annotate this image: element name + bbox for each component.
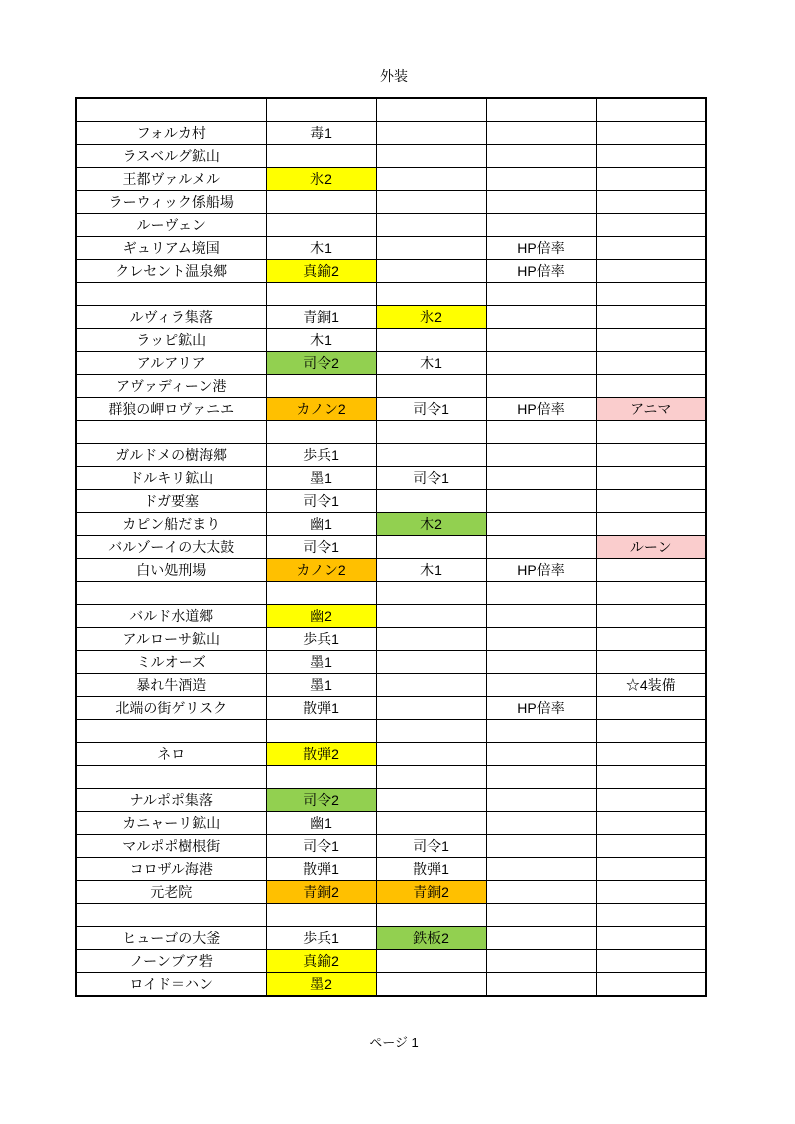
value-cell bbox=[376, 973, 486, 997]
value-cell bbox=[376, 329, 486, 352]
value-cell bbox=[486, 605, 596, 628]
location-cell bbox=[76, 421, 266, 444]
value-cell bbox=[486, 858, 596, 881]
value-cell: 青銅2 bbox=[266, 881, 376, 904]
table-body bbox=[76, 98, 706, 996]
value-cell bbox=[486, 720, 596, 743]
value-cell bbox=[486, 444, 596, 467]
table-row bbox=[76, 283, 706, 306]
value-cell bbox=[376, 98, 486, 122]
table-row bbox=[76, 214, 706, 237]
value-cell bbox=[376, 950, 486, 973]
value-cell bbox=[486, 467, 596, 490]
value-cell: 木1 bbox=[266, 237, 376, 260]
value-cell bbox=[376, 812, 486, 835]
table-row bbox=[76, 421, 706, 444]
location-cell: ナルポポ集落 bbox=[76, 789, 266, 812]
location-cell: カピン船だまり bbox=[76, 513, 266, 536]
table-row bbox=[76, 168, 706, 191]
value-cell: 司令1 bbox=[266, 835, 376, 858]
value-cell bbox=[486, 98, 596, 122]
value-cell bbox=[486, 743, 596, 766]
location-cell: アルローサ鉱山 bbox=[76, 628, 266, 651]
value-cell bbox=[596, 191, 706, 214]
table-row bbox=[76, 398, 706, 421]
value-cell bbox=[266, 98, 376, 122]
value-cell: ☆4装備 bbox=[596, 674, 706, 697]
value-cell bbox=[486, 306, 596, 329]
value-cell bbox=[596, 812, 706, 835]
table-row bbox=[76, 950, 706, 973]
value-cell bbox=[266, 191, 376, 214]
table-row bbox=[76, 490, 706, 513]
value-cell: HP倍率 bbox=[486, 237, 596, 260]
value-cell bbox=[486, 145, 596, 168]
value-cell bbox=[376, 375, 486, 398]
location-cell bbox=[76, 582, 266, 605]
table-row bbox=[76, 260, 706, 283]
value-cell: 幽1 bbox=[266, 812, 376, 835]
table-row bbox=[76, 559, 706, 582]
value-cell bbox=[596, 260, 706, 283]
value-cell: 毒1 bbox=[266, 122, 376, 145]
value-cell: アニマ bbox=[596, 398, 706, 421]
table-row bbox=[76, 651, 706, 674]
table-row bbox=[76, 674, 706, 697]
location-cell bbox=[76, 720, 266, 743]
value-cell bbox=[376, 582, 486, 605]
value-cell bbox=[596, 375, 706, 398]
location-cell bbox=[76, 904, 266, 927]
table-row bbox=[76, 191, 706, 214]
value-cell bbox=[376, 789, 486, 812]
value-cell bbox=[596, 122, 706, 145]
value-cell: 墨1 bbox=[266, 467, 376, 490]
table-row bbox=[76, 973, 706, 997]
value-cell: 木2 bbox=[376, 513, 486, 536]
value-cell bbox=[376, 444, 486, 467]
location-cell: ラスベルグ鉱山 bbox=[76, 145, 266, 168]
table-row bbox=[76, 812, 706, 835]
value-cell bbox=[596, 168, 706, 191]
value-cell bbox=[266, 582, 376, 605]
value-cell bbox=[596, 766, 706, 789]
table-row bbox=[76, 329, 706, 352]
value-cell bbox=[596, 444, 706, 467]
value-cell bbox=[376, 168, 486, 191]
value-cell: 木1 bbox=[266, 329, 376, 352]
value-cell: 歩兵1 bbox=[266, 927, 376, 950]
location-cell: クレセント温泉郷 bbox=[76, 260, 266, 283]
table-row bbox=[76, 720, 706, 743]
value-cell bbox=[486, 881, 596, 904]
value-cell bbox=[596, 789, 706, 812]
value-cell bbox=[596, 352, 706, 375]
value-cell bbox=[596, 237, 706, 260]
value-cell: 墨2 bbox=[266, 973, 376, 997]
value-cell bbox=[486, 536, 596, 559]
value-cell: 鉄板2 bbox=[376, 927, 486, 950]
table-row bbox=[76, 582, 706, 605]
value-cell: 司令2 bbox=[266, 789, 376, 812]
value-cell: 青銅1 bbox=[266, 306, 376, 329]
table-row bbox=[76, 375, 706, 398]
value-cell: 散弾1 bbox=[266, 697, 376, 720]
value-cell bbox=[266, 904, 376, 927]
value-cell bbox=[376, 214, 486, 237]
value-cell bbox=[596, 858, 706, 881]
location-cell: フォルカ村 bbox=[76, 122, 266, 145]
value-cell bbox=[486, 789, 596, 812]
value-cell: ルーン bbox=[596, 536, 706, 559]
value-cell bbox=[486, 214, 596, 237]
location-cell: バルド水道郷 bbox=[76, 605, 266, 628]
location-cell: 北端の街ゲリスク bbox=[76, 697, 266, 720]
value-cell bbox=[596, 513, 706, 536]
value-cell bbox=[486, 490, 596, 513]
value-cell bbox=[376, 651, 486, 674]
value-cell bbox=[376, 191, 486, 214]
table-row bbox=[76, 237, 706, 260]
location-cell bbox=[76, 283, 266, 306]
value-cell: 歩兵1 bbox=[266, 444, 376, 467]
table-row bbox=[76, 743, 706, 766]
location-cell bbox=[76, 766, 266, 789]
value-cell: HP倍率 bbox=[486, 398, 596, 421]
value-cell: 青銅2 bbox=[376, 881, 486, 904]
table-row bbox=[76, 306, 706, 329]
value-cell bbox=[596, 98, 706, 122]
value-cell: 真鍮2 bbox=[266, 950, 376, 973]
value-cell bbox=[266, 375, 376, 398]
value-cell bbox=[486, 835, 596, 858]
value-cell bbox=[486, 352, 596, 375]
value-cell: 司令1 bbox=[376, 398, 486, 421]
value-cell bbox=[376, 421, 486, 444]
table-row bbox=[76, 605, 706, 628]
value-cell bbox=[486, 904, 596, 927]
table-row bbox=[76, 835, 706, 858]
location-cell: ラッピ鉱山 bbox=[76, 329, 266, 352]
location-cell: ルーヴェン bbox=[76, 214, 266, 237]
value-cell bbox=[596, 467, 706, 490]
value-cell: 司令1 bbox=[376, 467, 486, 490]
value-cell bbox=[486, 283, 596, 306]
table-row bbox=[76, 536, 706, 559]
value-cell bbox=[596, 490, 706, 513]
value-cell bbox=[486, 421, 596, 444]
location-cell: マルポポ樹根街 bbox=[76, 835, 266, 858]
value-cell bbox=[486, 927, 596, 950]
value-cell bbox=[596, 973, 706, 997]
value-cell bbox=[486, 191, 596, 214]
value-cell bbox=[266, 214, 376, 237]
value-cell bbox=[596, 651, 706, 674]
value-cell: 散弾1 bbox=[376, 858, 486, 881]
value-cell bbox=[266, 283, 376, 306]
value-cell bbox=[596, 904, 706, 927]
value-cell bbox=[266, 145, 376, 168]
value-cell bbox=[486, 582, 596, 605]
table-row bbox=[76, 467, 706, 490]
value-cell bbox=[376, 283, 486, 306]
table-row bbox=[76, 444, 706, 467]
spreadsheet-table bbox=[75, 97, 707, 997]
table-row bbox=[76, 904, 706, 927]
value-cell bbox=[596, 720, 706, 743]
location-cell: ギュリアム境国 bbox=[76, 237, 266, 260]
value-cell: 氷2 bbox=[266, 168, 376, 191]
value-cell: HP倍率 bbox=[486, 260, 596, 283]
table-row bbox=[76, 98, 706, 122]
page-footer: ページ 1 bbox=[369, 1035, 419, 1050]
location-cell: ネロ bbox=[76, 743, 266, 766]
value-cell bbox=[376, 260, 486, 283]
value-cell: 司令1 bbox=[266, 536, 376, 559]
value-cell bbox=[596, 835, 706, 858]
value-cell bbox=[486, 122, 596, 145]
value-cell: 氷2 bbox=[376, 306, 486, 329]
location-cell: ドルキリ鉱山 bbox=[76, 467, 266, 490]
value-cell bbox=[376, 720, 486, 743]
location-cell: 白い処刑場 bbox=[76, 559, 266, 582]
value-cell bbox=[376, 743, 486, 766]
value-cell bbox=[596, 306, 706, 329]
value-cell bbox=[596, 605, 706, 628]
value-cell: 幽1 bbox=[266, 513, 376, 536]
table-row bbox=[76, 628, 706, 651]
value-cell: カノン2 bbox=[266, 559, 376, 582]
table-row bbox=[76, 513, 706, 536]
location-cell: 群狼の岬ロヴァニエ bbox=[76, 398, 266, 421]
table-row bbox=[76, 881, 706, 904]
value-cell bbox=[486, 651, 596, 674]
value-cell: 司令2 bbox=[266, 352, 376, 375]
value-cell bbox=[376, 904, 486, 927]
value-cell: 木1 bbox=[376, 352, 486, 375]
value-cell bbox=[376, 697, 486, 720]
table-row bbox=[76, 766, 706, 789]
location-cell: 元老院 bbox=[76, 881, 266, 904]
value-cell bbox=[596, 582, 706, 605]
table-row bbox=[76, 122, 706, 145]
value-cell bbox=[486, 950, 596, 973]
location-cell: 暴れ牛酒造 bbox=[76, 674, 266, 697]
value-cell bbox=[486, 375, 596, 398]
value-cell bbox=[266, 720, 376, 743]
table-row bbox=[76, 145, 706, 168]
page-title: 外装 bbox=[380, 68, 408, 84]
value-cell bbox=[486, 513, 596, 536]
location-cell: ロイド＝ハン bbox=[76, 973, 266, 997]
value-cell bbox=[486, 812, 596, 835]
value-cell bbox=[376, 145, 486, 168]
location-cell: アルアリア bbox=[76, 352, 266, 375]
value-cell: 真鍮2 bbox=[266, 260, 376, 283]
value-cell: HP倍率 bbox=[486, 559, 596, 582]
value-cell: 幽2 bbox=[266, 605, 376, 628]
value-cell bbox=[596, 628, 706, 651]
value-cell bbox=[376, 536, 486, 559]
location-cell: バルゾーイの大太鼓 bbox=[76, 536, 266, 559]
value-cell bbox=[376, 490, 486, 513]
table-row bbox=[76, 352, 706, 375]
table-row bbox=[76, 697, 706, 720]
value-cell bbox=[376, 766, 486, 789]
value-cell bbox=[486, 329, 596, 352]
value-cell bbox=[486, 628, 596, 651]
location-cell: ヒューゴの大釜 bbox=[76, 927, 266, 950]
location-cell: カニャーリ鉱山 bbox=[76, 812, 266, 835]
location-cell bbox=[76, 98, 266, 122]
location-cell: ガルドメの樹海郷 bbox=[76, 444, 266, 467]
value-cell bbox=[376, 605, 486, 628]
value-cell bbox=[596, 950, 706, 973]
value-cell bbox=[376, 628, 486, 651]
value-cell bbox=[596, 283, 706, 306]
value-cell: 墨1 bbox=[266, 674, 376, 697]
location-cell: ミルオーズ bbox=[76, 651, 266, 674]
value-cell bbox=[376, 237, 486, 260]
table-row bbox=[76, 927, 706, 950]
location-cell: ドガ要塞 bbox=[76, 490, 266, 513]
location-cell: ルヴィラ集落 bbox=[76, 306, 266, 329]
value-cell: 司令1 bbox=[376, 835, 486, 858]
value-cell bbox=[596, 559, 706, 582]
value-cell bbox=[596, 697, 706, 720]
value-cell bbox=[596, 421, 706, 444]
value-cell: 歩兵1 bbox=[266, 628, 376, 651]
table-row bbox=[76, 858, 706, 881]
value-cell bbox=[486, 973, 596, 997]
location-cell: ラーウィック係船場 bbox=[76, 191, 266, 214]
table-row bbox=[76, 789, 706, 812]
value-cell: 散弾2 bbox=[266, 743, 376, 766]
value-cell bbox=[486, 674, 596, 697]
value-cell: カノン2 bbox=[266, 398, 376, 421]
value-cell bbox=[596, 214, 706, 237]
value-cell bbox=[596, 927, 706, 950]
value-cell bbox=[376, 122, 486, 145]
value-cell bbox=[266, 766, 376, 789]
value-cell: 木1 bbox=[376, 559, 486, 582]
value-cell bbox=[596, 329, 706, 352]
value-cell bbox=[486, 168, 596, 191]
location-cell: アヴァディーン港 bbox=[76, 375, 266, 398]
value-cell: 墨1 bbox=[266, 651, 376, 674]
value-cell: 散弾1 bbox=[266, 858, 376, 881]
value-cell bbox=[266, 421, 376, 444]
value-cell: 司令1 bbox=[266, 490, 376, 513]
value-cell: HP倍率 bbox=[486, 697, 596, 720]
value-cell bbox=[596, 145, 706, 168]
value-cell bbox=[376, 674, 486, 697]
value-cell bbox=[596, 743, 706, 766]
value-cell bbox=[486, 766, 596, 789]
location-cell: コロザル海港 bbox=[76, 858, 266, 881]
value-cell bbox=[596, 881, 706, 904]
location-cell: ノーンブア砦 bbox=[76, 950, 266, 973]
location-cell: 王都ヴァルメル bbox=[76, 168, 266, 191]
